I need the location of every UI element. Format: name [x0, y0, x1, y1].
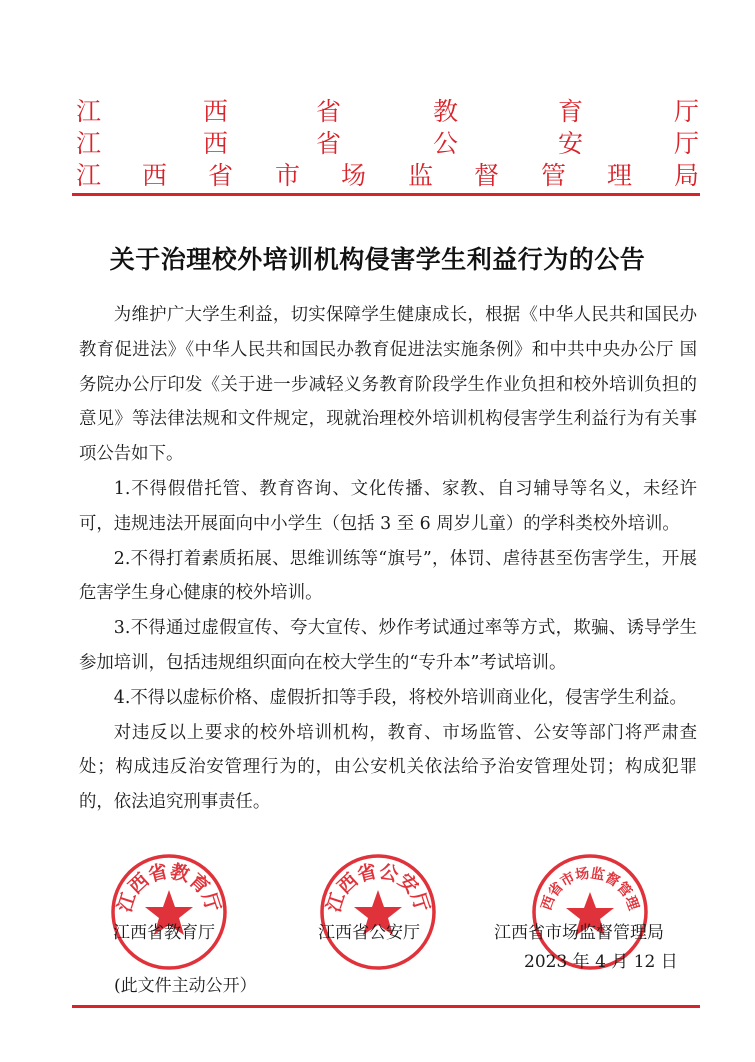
- header-char: 管: [541, 161, 567, 190]
- header-char: 厅: [674, 129, 700, 158]
- header-char: 督: [474, 161, 500, 190]
- seal-police-stamp: [318, 852, 438, 972]
- header-char: 江: [76, 97, 102, 126]
- header-char: 江: [76, 129, 102, 158]
- seal-police-text: 江西省公安厅: [322, 860, 434, 915]
- signature-edu: 江西省教育厅: [113, 923, 215, 943]
- header-char: 西: [203, 129, 229, 158]
- header-char: 监: [408, 161, 434, 190]
- footer-red-rule: [72, 1005, 700, 1008]
- document-title: 关于治理校外培训机构侵害学生利益行为的公告: [109, 245, 646, 274]
- header-char: 省: [316, 129, 342, 158]
- document-body: [79, 298, 697, 820]
- header-char: 江: [76, 161, 102, 190]
- header-line-police: [76, 128, 698, 160]
- header-red-rule: [72, 193, 700, 196]
- header-char: 安: [558, 129, 584, 158]
- header-char: 厅: [674, 97, 700, 126]
- intro-paragraph: 为维护广大学生利益，切实保障学生健康成长，根据《中华人民共和国民办教育促进法》《中华人民共和国民办教育促进法实施条例》和中共中央办公厅 国务院办公厅印发《关于进一步减轻义务教育阶段学生作业负担和校外培训负担的意见》等法律法规和文件规定，现就治理校外培训机构侵害学生利益行为有关事项公告如下。: [79, 305, 697, 465]
- header-char: 省: [316, 97, 342, 126]
- header-char: 西: [203, 97, 229, 126]
- header-char: 育: [558, 97, 584, 126]
- header-char: 省: [208, 161, 234, 190]
- rule-item-1: 1.不得假借托管、教育咨询、文化传播、家教、自习辅导等名义，未经许可，违规违法开展面向中小学生（包括 3 至 6 周岁儿童）的学科类校外培训。: [79, 478, 697, 534]
- seal-edu-text: 江西省教育厅: [113, 860, 225, 915]
- header-char: 局: [674, 161, 700, 190]
- signature-date: 2023 年 4 月 12 日: [524, 952, 678, 972]
- seal-edu-stamp: [109, 852, 229, 972]
- signature-market: 江西省市场监督管理局: [494, 923, 664, 943]
- header-char: 教: [433, 97, 459, 126]
- rule-item-2: 2.不得打着素质拓展、思维训练等“旗号”，体罚、虐待甚至伤害学生，开展危害学生身心健康的校外培训。: [79, 548, 697, 604]
- seal-market-text: 西省市场监督管理: [538, 865, 642, 913]
- header-char: 场: [341, 161, 367, 190]
- rule-item-4: 4.不得以虚标价格、虚假折扣等手段，将校外培训商业化，侵害学生利益。: [113, 687, 687, 708]
- header-char: 理: [607, 161, 633, 190]
- header-line-market: [76, 160, 698, 192]
- penalty-paragraph: 对违反以上要求的校外培训机构，教育、市场监管、公安等部门将严肃查处；构成违反治安管理行为的，由公安机关依法给予治安管理处罚；构成犯罪的，依法追究刑事责任。: [79, 722, 697, 813]
- header-char: 市: [275, 161, 301, 190]
- disclosure-note: (此文件主动公开）: [114, 976, 257, 996]
- rule-item-3: 3.不得通过虚假宣传、夸大宣传、炒作考试通过率等方式，欺骗、诱导学生参加培训，包括违规组织面向在校大学生的“专升本”考试培训。: [79, 618, 697, 673]
- header-char: 公: [433, 129, 459, 158]
- signature-police: 江西省公安厅: [318, 923, 420, 943]
- header-line-edu: [76, 96, 698, 128]
- header-char: 西: [142, 161, 168, 190]
